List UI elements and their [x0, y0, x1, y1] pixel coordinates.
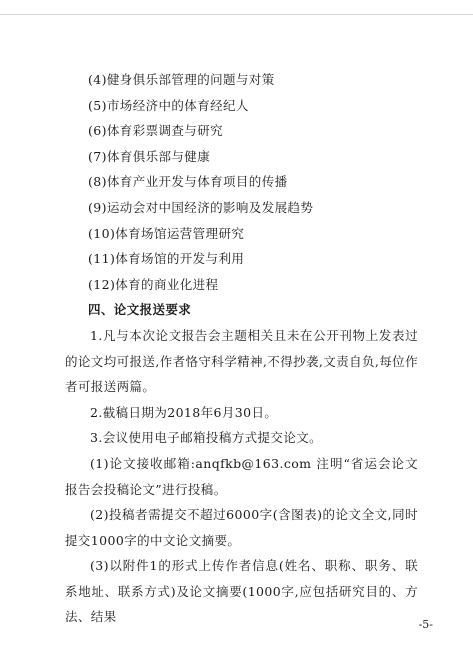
section-heading: 四、论文报送要求 [88, 302, 192, 318]
topic-item-5: (5)市场经济中的体育经纪人 [88, 97, 249, 113]
sub-rule-1-paragraph: (1)论文接收邮箱:anqfkb@163.com 注明“省运会论文报告会投稿论文”进行投稿。 [65, 455, 418, 497]
sub-rule-2-paragraph: (2)投稿者需提交不超过6000字(含图表)的论文全文,同时提交1000字的中文论文摘要。 [65, 507, 418, 548]
topic-item-9: (9)运动会对中国经济的影响及发展趋势 [88, 199, 314, 215]
topic-item-6: (6)体育彩票调查与研究 [88, 123, 224, 139]
topic-item-11: (11)体育场馆的开发与利用 [88, 251, 245, 267]
rule-1-paragraph: 1.凡与本次论文报告会主题相关且未在公开刊物上发表过的论文均可报送,作者恪守科学精神,不得抄袭,文责自负,每位作者可报送两篇。 [65, 327, 418, 395]
top-border-line [0, 14, 473, 15]
page-number: -5- [418, 618, 433, 631]
document-page [65, 67, 418, 630]
topic-item-4: (4)健身俱乐部管理的问题与对策 [88, 72, 275, 87]
topic-item-8: (8)体育产业开发与体育项目的传播 [88, 174, 288, 190]
topic-item-12: (12)体育的商业化进程 [88, 276, 219, 292]
sub-rule-3-paragraph: (3)以附件1的形式上传作者信息(姓名、职称、职务、联系地址、联系方式)及论文摘要(1000字,应包括研究目的、方法、结果 [65, 558, 418, 625]
topic-item-10: (10)体育场馆运营管理研究 [88, 225, 245, 241]
rule-2-paragraph: 2.截稿日期为2018年6月30日。 [90, 404, 278, 420]
rule-3-paragraph: 3.会议使用电子邮箱投稿方式提交论文。 [90, 430, 323, 446]
topic-item-7: (7)体育俱乐部与健康 [88, 148, 211, 164]
